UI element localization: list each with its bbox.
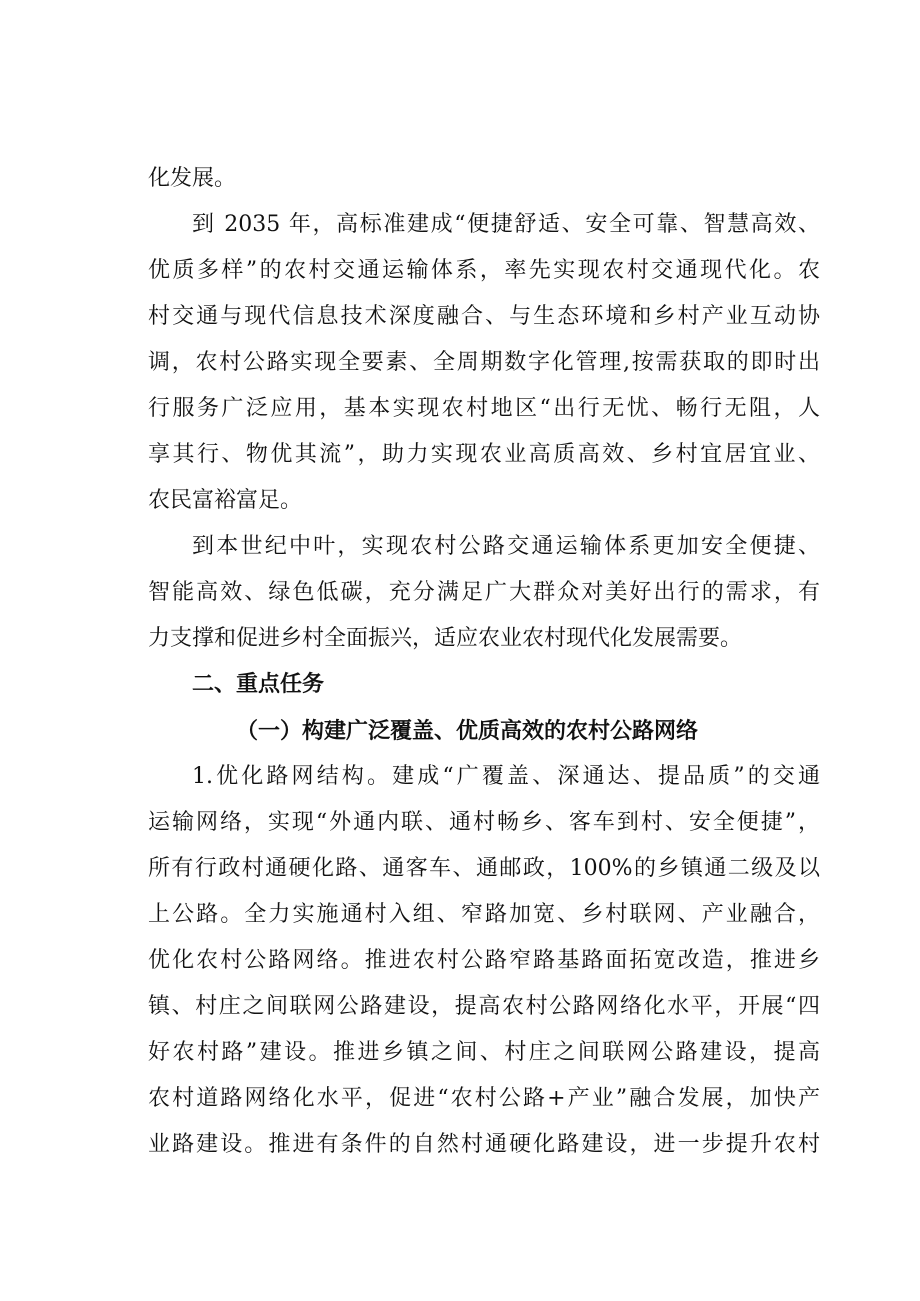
body-text-line: 智能高效、绿色低碳，充分满足广大群众对美好出行的需求，有 bbox=[148, 580, 820, 605]
body-text-line: 行服务广泛应用，基本实现农村地区“出行无忧、畅行无阻，人 bbox=[148, 396, 820, 421]
body-text-line: 所有行政村通硬化路、通客车、通邮政，100%的乡镇通二级及以 bbox=[148, 856, 820, 881]
body-text-line: 业路建设。推进有条件的自然村通硬化路建设，进一步提升农村 bbox=[148, 1132, 820, 1157]
body-text-line: 调，农村公路实现全要素、全周期数字化管理,按需获取的即时出 bbox=[148, 350, 820, 375]
body-text-line: 化发展。 bbox=[148, 166, 237, 191]
section-heading: 二、重点任务 bbox=[192, 672, 325, 697]
subsection-heading: （一）构建广泛覆盖、优质高效的农村公路网络 bbox=[236, 718, 699, 744]
body-text-line: 优质多样”的农村交通运输体系，率先实现农村交通现代化。农 bbox=[148, 258, 820, 283]
body-text-line: 力支撑和促进乡村全面振兴，适应农业农村现代化发展需要。 bbox=[148, 626, 743, 651]
paragraph-first-line: 到 2035 年，高标准建成“便捷舒适、安全可靠、智慧高效、 bbox=[192, 212, 820, 237]
body-text-line: 好农村路”建设。推进乡镇之间、村庄之间联网公路建设，提高 bbox=[148, 1040, 820, 1065]
body-text-line: 村交通与现代信息技术深度融合、与生态环境和乡村产业互动协 bbox=[148, 304, 820, 329]
paragraph-first-line: 到本世纪中叶，实现农村公路交通运输体系更加安全便捷、 bbox=[192, 534, 820, 559]
paragraph-first-line: 1.优化路网结构。建成“广覆盖、深通达、提品质”的交通 bbox=[192, 764, 820, 789]
body-text-line: 镇、村庄之间联网公路建设，提高农村公路网络化水平，开展“四 bbox=[148, 994, 820, 1019]
body-text-line: 农村道路网络化水平，促进“农村公路+产业”融合发展，加快产 bbox=[148, 1086, 820, 1111]
body-text-line: 运输网络，实现“外通内联、通村畅乡、客车到村、安全便捷”， bbox=[148, 810, 820, 835]
body-text-line: 农民富裕富足。 bbox=[148, 488, 303, 513]
body-text-line: 上公路。全力实施通村入组、窄路加宽、乡村联网、产业融合， bbox=[148, 902, 820, 927]
body-text-line: 享其行、物优其流”，助力实现农业高质高效、乡村宜居宜业、 bbox=[148, 442, 820, 467]
body-text-line: 优化农村公路网络。推进农村公路窄路基路面拓宽改造，推进乡 bbox=[148, 948, 820, 973]
